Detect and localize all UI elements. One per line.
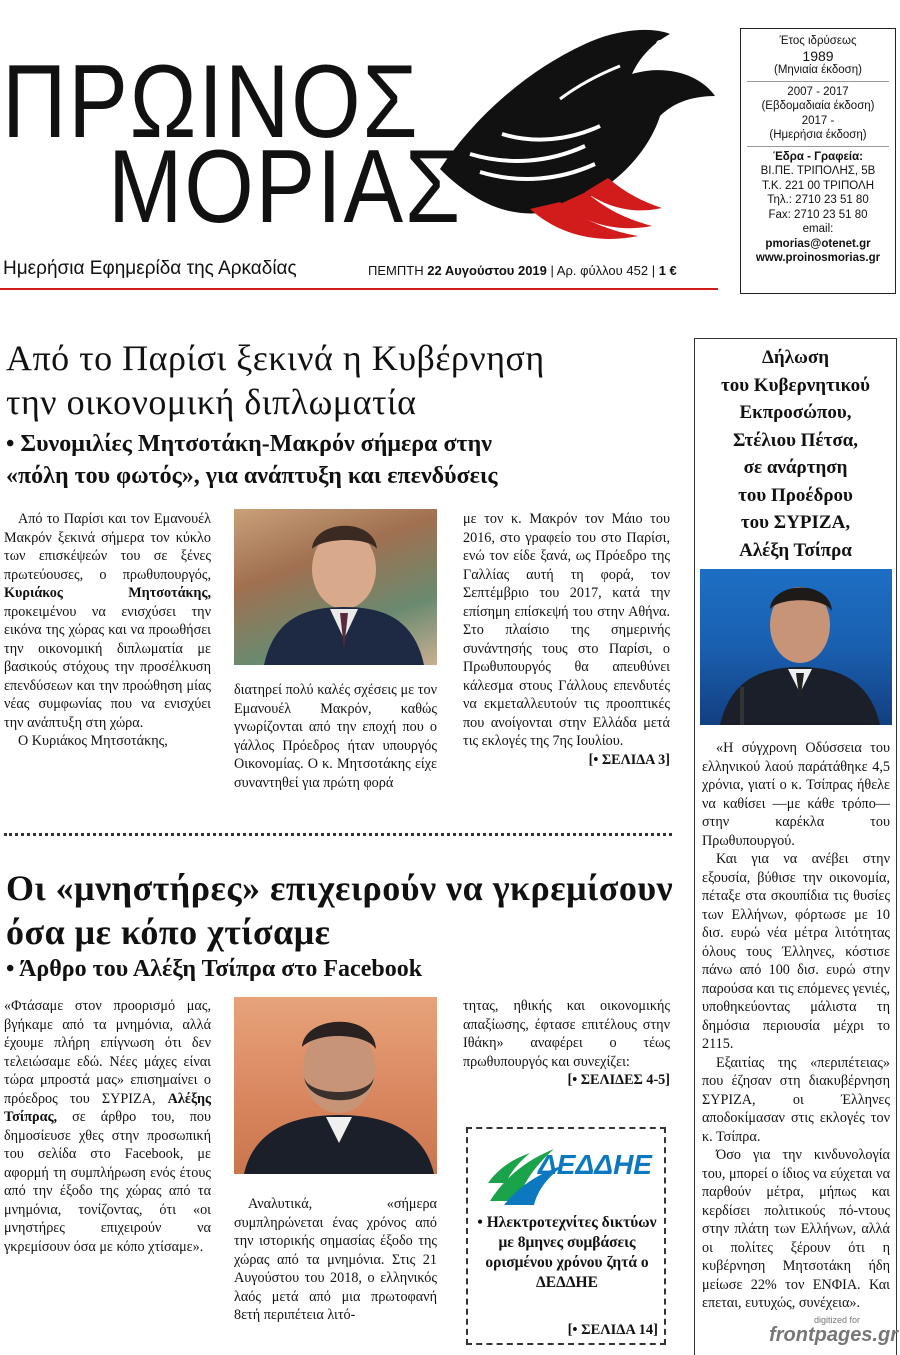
deddhe-brand: ΔΕΔΔΗΕ <box>538 1149 652 1180</box>
issue-number: Αρ. φύλλου 452 <box>556 263 649 278</box>
weekly-edition: (Εβδομαδιαία έκδοση) <box>761 100 875 112</box>
second-page-ref[interactable]: [• ΣΕΛΙΔΕΣ 4-5] <box>567 1072 670 1088</box>
lead-column-1 <box>4 510 211 751</box>
lead-subheadline <box>6 428 674 492</box>
deddhe-ad-text: • Ηλεκτροτεχνίτες δικτύων με 8μηνες συμβάσεις ορισμένου χρόνου ζητά ο ΔΕΔΔΗΕ <box>477 1214 657 1291</box>
lead-col1-p2: Ο Κυριάκος Μητσοτάκης, <box>18 733 168 749</box>
sidebar-headline-line: Εκπροσώπου, <box>739 402 852 423</box>
sidebar-headline-line: σε ανάρτηση <box>743 457 848 478</box>
lead-col2-text: διατηρεί πολύ καλές σχέσεις με τον Εμανουέλ Μακρόν, καθώς γνωρίζονται από την εποχή που ο γάλλος Πρόεδρος ήταν υπουργός Οικονομίας. Ο κ. Μητσοτάκης είχε συναντηθεί για πρώτη φορά <box>234 682 437 791</box>
masthead-rule <box>0 288 718 290</box>
email-link[interactable]: pmorias@otenet.gr <box>765 237 871 250</box>
sidebar-paragraph: Όσο για την κινδυνολογία του, μπορεί ο ίδιος να εύχεται να παρθούν μέτρα, μήπως και κερδίσει πολιτικούς πό-ντους στην πλάτη των Ελλήνων, αλλά οι πολίτες ξέρουν ότι η κυβέρνηση Μητσοτάκη ήδη μείωσε 22% τον ΕΝΦΙΑ. Και επεται, ευτυχώς, συνέχεια». <box>702 1147 890 1311</box>
lead-page-ref[interactable]: [• ΣΕΛΙΔΑ 3] <box>588 751 670 768</box>
deddhe-page-ref[interactable]: [• ΣΕΛΙΔΑ 14] <box>567 1322 658 1338</box>
petsas-photo <box>700 569 892 725</box>
fax: Fax: 2710 23 51 80 <box>768 208 868 221</box>
credit-small: digitized for <box>813 1315 860 1325</box>
second-col1-name: Αλέξης Τσίπρας, <box>4 1090 212 1125</box>
lead-col1-text-a: Από το Παρίσι και τον Εμανουέλ Μακρόν ξεκινά σήμερα τον κύκλο των επισκέψεών του σε ξένες πρωτεύουσες, ο πρωθυπουργός, <box>4 511 211 583</box>
sidebar-headline-line: του Προέδρου <box>738 484 853 506</box>
office-label: Έδρα - Γραφεία: <box>772 150 864 163</box>
lead-sub-line1: • Συνομιλίες Μητσοτάκη-Μακρόν σήμερα στην <box>6 431 492 457</box>
second-headline-line1: Οι «μνηστήρες» επιχειρούν να γκρεμίσουν <box>6 868 674 908</box>
deddhe-ad-box[interactable] <box>466 1127 666 1345</box>
lead-headline <box>6 336 674 424</box>
sidebar-headline-line: του ΣΥΡΙΖΑ, <box>740 512 851 533</box>
lead-sub-line2: «πόλη του φωτός», για ανάπτυξη και επενδύσεις <box>6 463 498 489</box>
address-line2: Τ.Κ. 221 00 ΤΡΙΠΟΛΗ <box>761 179 875 192</box>
lead-column-2 <box>234 681 437 792</box>
sidebar-paragraph: «Η σύγχρονη Οδύσσεια του ελληνικού λαού παράτάθηκε 4,5 χρόνια, γιατί ο κ. Τσίπρας ήθελε να καθίσει —με κάθε τρόπο— στην καρέκλα του Πρωθυπουργού. <box>702 740 890 849</box>
second-headline-line2: όσα με κόπο χτίσαμε <box>6 912 331 952</box>
logo-text-line1: ΠΡΩΙΝΟΣ <box>2 44 420 160</box>
second-column-3 <box>463 997 670 1090</box>
lead-col1-text-b: προκειμένου να ενισχύσει την εικόνα της χώρας και να προωθήσει την οικονομική διπλωματία με βασικούς στόχους την προσέλκυση επενδύσεων και την προώθηση μίας νέας συμφωνίας που να ενισχύει την ανάπτυξη στη χώρα. <box>4 603 211 731</box>
mitsotakis-photo <box>234 509 437 665</box>
second-col3-text: τητας, ηθικής και οικονομικής απαξίωσης, έφτασε επιτέλους στην Ιθάκη» αναφέρει ο τέως πρωθυπουργός και συνεχίζει: <box>463 998 670 1070</box>
sidebar-headline-line: του Κυβερνητικού <box>720 374 871 396</box>
second-column-2 <box>234 1195 437 1325</box>
masthead <box>0 0 725 300</box>
sidebar-headline-line: Αλέξη Τσίπρα <box>739 539 852 561</box>
email-label: email: <box>802 223 834 235</box>
sidebar-statement <box>694 338 897 1355</box>
lead-col1-name: Κυριάκος Μητσοτάκης, <box>4 585 211 601</box>
second-column-1 <box>4 997 211 1256</box>
credit-site: frontpages.gr <box>769 1324 898 1346</box>
second-col1-text-a: «Φτάσαμε στον προορισμό μας, βγήκαμε από τα μνημόνια, αλλά έχουμε πλήρη επίγνωση ότι δεν τελειώσαμε εδώ. Νέες μάχες είναι τώρα μπροστά μας» επισημαίνει ο πρόεδρος του ΣΥΡΙΖΑ, <box>4 998 211 1107</box>
founded-year: 1989 <box>802 47 834 64</box>
lead-col3-text: με τον κ. Μακρόν τον Μάιο του 2016, στο γραφείο του στο Παρίσι, ενώ τον είδε ξανά, ως Πρόεδρο της Γαλλίας αυτή τη φορά, τον Σεπτέμβριο του 2017, κατά την επίσημη επίσκεψή του στην Αθήνα. Στο πλαίσιο της σημερινής συνάντησής τους στο Παρίσι, ο Πρωθυπουργός θα απευθύνει κάλεσμα στους Γάλλους επενδυτές να εκμεταλλευτούν τις προοπτικές που ανοίγονται στην Ελλάδα μετά τις εκλογές της 7ης Ιουλίου. <box>463 511 670 749</box>
frontpages-credit[interactable] <box>768 1315 898 1347</box>
sidebar-paragraph: Εξαιτίας της «περιπέτειας» που έζησαν στη διακυβέρνηση ΣΥΡΙΖΑ, οι Έλληνες αποδοκίμασαν στις εκλογές τον κ. Τσίπρα. <box>702 1054 890 1145</box>
lead-column-3 <box>463 510 670 769</box>
logo-text-line2: ΜΟΡΙΑΣ <box>108 129 462 245</box>
second-col2-text: Αναλυτικά, «σήμερα συμπληρώνεται ένας χρόνος από την ιστορικής σημασίας έξοδο της χώρας από τα μνημόνια. Στις 21 Αυγούστου του 2018, ο ελληνικός λαός μετά από μια πρωτοφανή 8ετή περιπέτεια λιτό- <box>234 1196 437 1323</box>
lead-headline-line1: Από το Παρίσι ξεκινά η Κυβέρνηση <box>6 338 545 378</box>
website-link[interactable]: www.proinosmorias.gr <box>755 252 881 264</box>
weekly-years: 2007 - 2017 <box>787 85 849 98</box>
tsipras-photo <box>234 997 437 1174</box>
monthly-edition: (Μηνιαία έκδοση) <box>773 64 862 76</box>
daily-edition: (Ημερήσια έκδοση) <box>769 129 867 141</box>
sidebar-paragraph: Και για να ανέβει στην εξουσία, βύθισε την οικονομία, πέταξε στα σκουπίδια τις θυσίες των Ελλήνων, φόρτωσε με 10 δισ. ευρώ νέα μέτρα λιτότητας όλους τους Έλληνες, κόστισε πάνω από 100 δισ. ευρώ στην παρούσα και τις επόμενες γενιές, υποθηκεύοντας μάλιστα τη δημόσια περιουσία μέχρι το 2115. <box>702 851 890 1052</box>
dateline: ΠΕΜΠΤΗ 22 Αυγούστου 2019 | Αρ. φύλλου 452 | 1 € <box>368 263 677 278</box>
sidebar-headline <box>695 344 896 564</box>
publication-info-box <box>740 28 896 294</box>
sidebar-body <box>702 739 890 1313</box>
sidebar-headline-line: Στέλιου Πέτσα, <box>732 429 859 451</box>
sidebar-headline-line: Δήλωση <box>761 347 830 368</box>
lead-headline-line2: την οικονομική διπλωματία <box>6 382 417 422</box>
address-line1: ΒΙ.ΠΕ. ΤΡΙΠΟΛΗΣ, 5Β <box>760 165 876 177</box>
price: 1 € <box>658 263 677 278</box>
day: ΠΕΜΠΤΗ <box>368 263 424 278</box>
daily-years: 2017 - <box>801 114 835 127</box>
second-col1-text-b: σε άρθρο του, που δημοσίευσε χθες στην προσωπική του σελίδα στο Facebook, με αφορμή τη συμπλήρωση ενός έτους από την έξοδο της χώρας από τα μνημόνια, τονίζοντας, ότι «οι μνηστήρες επιχειρούν να γκρεμίσουν όσα με κόπο χτίσαμε». <box>4 1109 211 1255</box>
phone: Τηλ.: 2710 23 51 80 <box>767 194 869 206</box>
second-subheadline: • Άρθρο του Αλέξη Τσίπρα στο Facebook <box>6 956 423 982</box>
founded-label: Έτος ιδρύσεως <box>779 35 857 47</box>
second-headline <box>6 866 674 954</box>
section-divider <box>4 833 672 836</box>
date: 22 Αυγούστου 2019 <box>427 263 547 278</box>
tagline: Ημερήσια Εφημερίδα της Αρκαδίας <box>3 258 297 279</box>
